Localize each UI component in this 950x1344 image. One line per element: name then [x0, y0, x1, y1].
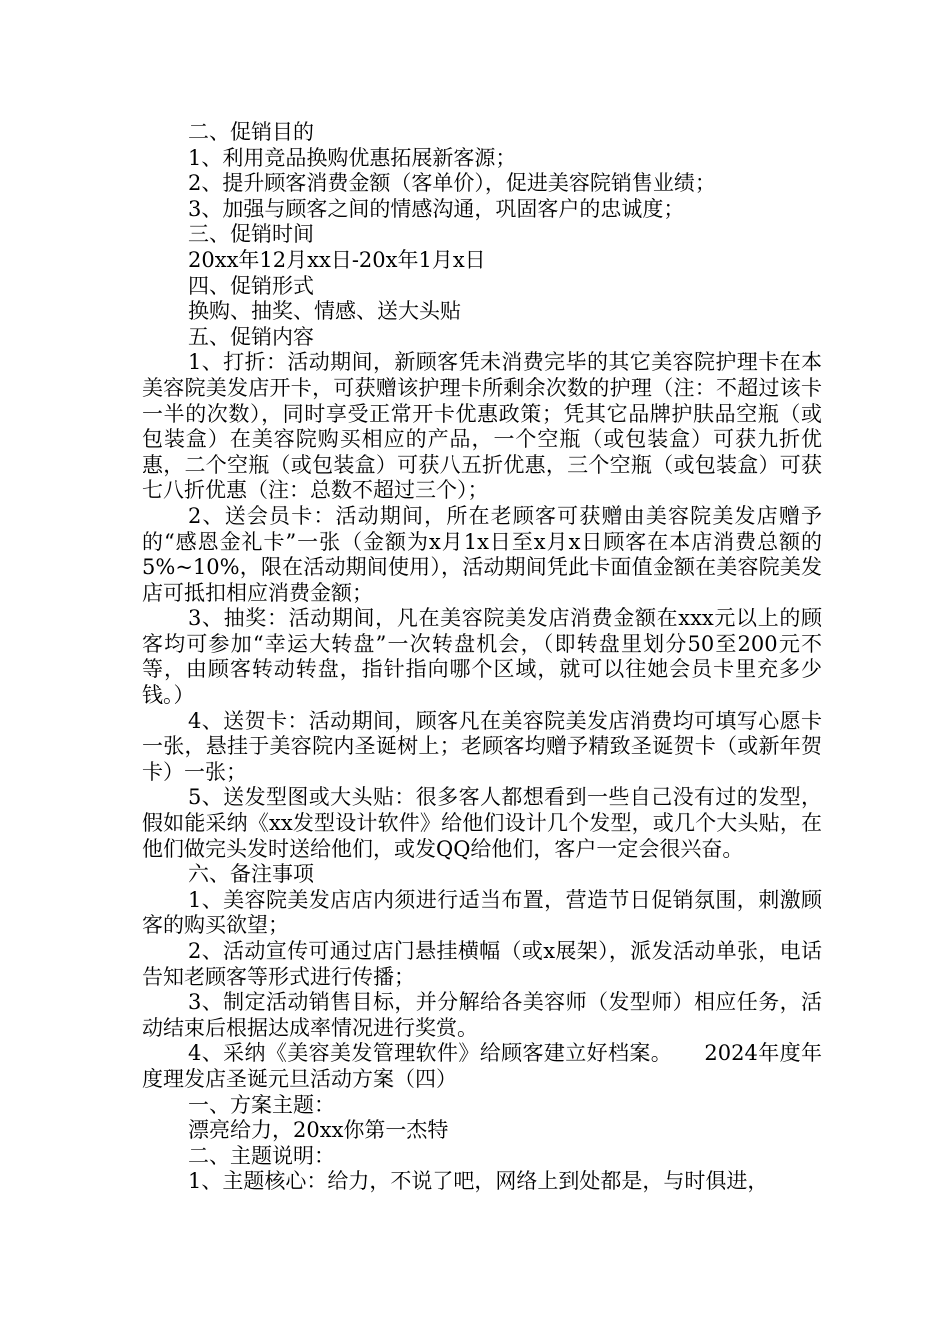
list-item: 2、活动宣传可通过店门悬挂横幅（或x展架），派发活动单张，电话告知老顾客等形式进行传播； [142, 939, 822, 989]
heading-theme-description: 二、主题说明： [188, 1143, 335, 1168]
list-item: 3、制定活动销售目标，并分解给各美容师（发型师）相应任务，活动结束后根据达成率情况进行奖赏。 [142, 990, 822, 1040]
paragraph-theme-core: 1、主题核心：给力，不说了吧，网络上到处都是，与时俱进， [188, 1169, 769, 1194]
paragraph-member-card: 2、送会员卡：活动期间，所在老顾客可获赠由美容院美发店赠予的“感恩金礼卡”一张（金额为x月1x日至x月x日顾客在本店消费总额的5%~10%，限在活动期间使用），活动期间凭此卡面值金额在美容院美发店可抵扣相应消费金额； [142, 503, 822, 605]
list-item: 2、提升顾客消费金额（客单价），促进美容院销售业绩； [188, 171, 716, 196]
paragraph-greeting-card: 4、送贺卡：活动期间，顾客凡在美容院美发店消费均可填写心愿卡一张，悬挂于美容院内圣诞树上；老顾客均赠予精致圣诞贺卡（或新年贺卡）一张； [142, 708, 822, 784]
plan-theme-text: 漂亮给力，20xx你第一杰特 [188, 1118, 449, 1143]
list-item: 1、美容院美发店店内须进行适当布置，营造节日促销氛围，刺激顾客的购买欲望； [142, 887, 822, 938]
heading-notes: 六、备注事项 [188, 862, 314, 887]
heading-promotion-content: 五、促销内容 [188, 324, 314, 349]
promotion-date-range: 20xx年12月xx日-20x年1月x日 [188, 247, 486, 272]
promotion-forms-text: 换购、抽奖、情感、送大头贴 [188, 299, 461, 324]
document-body [142, 120, 822, 1195]
heading-promotion-form: 四、促销形式 [188, 273, 314, 298]
list-item: 4、采纳《美容美发管理软件》给顾客建立好档案。 2024年度年度理发店圣诞元旦活动方案（四） [142, 1041, 822, 1091]
heading-plan-theme: 一、方案主题： [188, 1092, 335, 1117]
heading-promotion-time: 三、促销时间 [188, 222, 314, 247]
paragraph-lottery: 3、抽奖：活动期间，凡在美容院美发店消费金额在xxx元以上的顾客均可参加“幸运大转盘”一次转盘机会，（即转盘里划分50至200元不等，由顾客转动转盘，指针指向哪个区域，就可以往她会员卡里充多少钱。） [142, 606, 822, 708]
list-item: 1、利用竞品换购优惠拓展新客源； [188, 145, 517, 170]
list-item: 3、加强与顾客之间的情感沟通，巩固客户的忠诚度； [188, 196, 685, 221]
paragraph-hairstyle-photo: 5、送发型图或大头贴：很多客人都想看到一些自己没有过的发型，假如能采纳《xx发型设计软件》给他们设计几个发型，或几个大头贴，在他们做完头发时送给他们，或发QQ给他们，客户一定会很兴奋。 [142, 785, 822, 861]
paragraph-discount: 1、打折：活动期间，新顾客凭未消费完毕的其它美容院护理卡在本美容院美发店开卡，可获赠该护理卡所剩余次数的护理（注：不超过该卡一半的次数），同时享受正常开卡优惠政策；凭其它品牌护肤品空瓶（或包装盒）在美容院购买相应的产品，一个空瓶（或包装盒）可获九折优惠，二个空瓶（或包装盒）可获八五折优惠，三个空瓶（或包装盒）可获七八折优惠（注：总数不超过三个）； [142, 350, 822, 503]
heading-promotion-goals: 二、促销目的 [188, 120, 314, 144]
